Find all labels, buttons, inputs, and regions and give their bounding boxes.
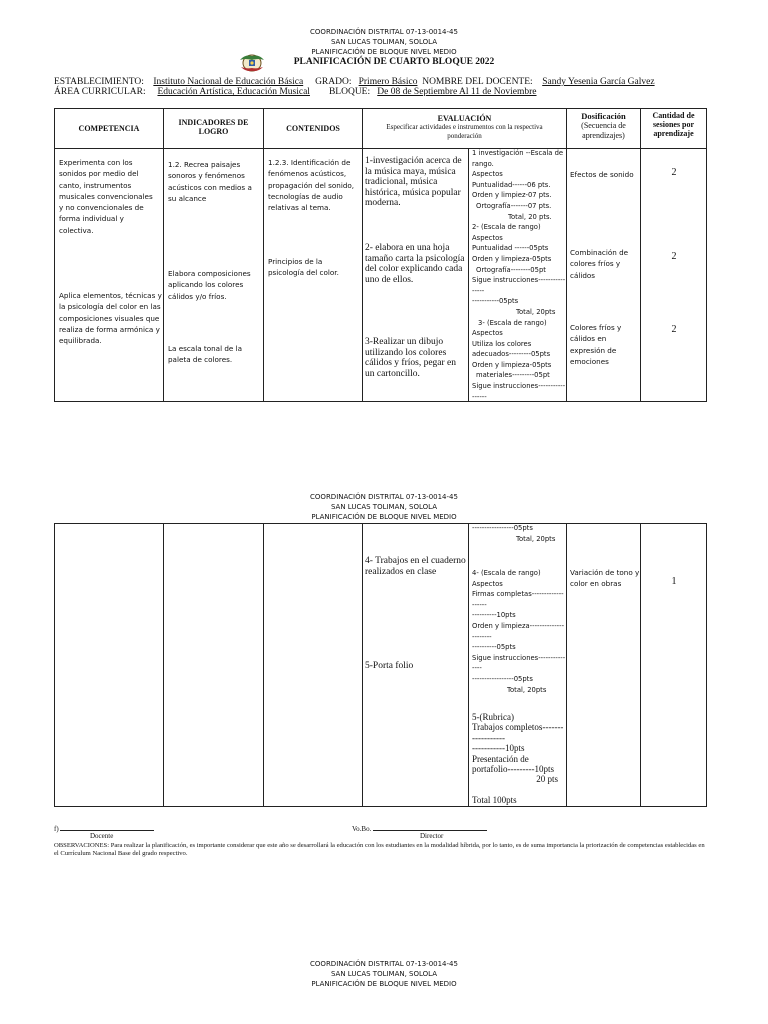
instrumento-line: Orden y limpieza---------------------- [472,621,565,641]
header-coordinacion: COORDINACIÓN DISTRITAL 07-13-0014-45 [310,28,458,36]
instrumento-line: Aspectos [472,233,503,242]
instrumento-line: 2- (Escala de rango) [472,223,541,232]
instrumento-line: Sigue instrucciones---------------- [472,276,566,295]
actividad-5: 5-Porta folio [365,661,414,671]
info-row-2 [54,87,537,98]
cell-dosificacion [567,524,641,807]
director-caption: Director [420,832,444,840]
instrumento-line: Ortografía-------07 pts. [476,201,552,210]
header-indicadores: INDICADORES DE LOGRO [164,109,264,149]
header-planificacion: PLANIFICACIÓN DE BLOQUE NIVEL MEDIO [311,48,457,56]
instrumento-line: Orden y limpieza-05pts [472,360,552,369]
instrumento-line: -----------------05pts [472,524,533,532]
page2-header [0,492,768,522]
cell-indicadores [164,149,264,402]
dosificacion-3: Colores fríos y cálidos en expresión de emociones [570,323,622,366]
cell-dosificacion [567,149,641,402]
table-body-row [55,524,707,807]
header-dosificacion-sub: (Secuencia de aprendizajes) [581,121,626,140]
instrumento-line: Orden y limpieza-05pts [472,254,552,263]
sesiones-1: 2 [671,167,677,178]
page1-header [0,27,768,67]
establecimiento-value: Instituto Nacional de Educación Básica [153,77,304,87]
sesiones-4: 1 [671,576,677,587]
instrumento-line: Puntualidad ------05pts [472,244,549,253]
cell-indicadores [164,524,264,807]
header-municipio: SAN LUCAS TOLIMAN, SOLOLA [330,970,438,978]
indicador-3: La escala tonal de la paleta de colores. [168,344,243,365]
instrumento-line: Aspectos [472,329,503,338]
dosificacion-1: Efectos de sonido [570,170,634,179]
area-label: ÁREA CURRICULAR: [54,87,146,97]
instrumento-line: Firmas completas------------------- [472,590,564,609]
bloque-value: De 08 de Septiembre Al 11 de Noviembre [377,87,537,97]
cell-competencia [55,149,164,402]
instrumentos-list [472,568,566,695]
instrumento-line: Sigue instrucciones--------------- [472,653,566,673]
instrumento-line: 1 investigación --Escala de rango. [472,149,564,168]
coat-of-arms-icon [238,52,266,74]
signature-line [60,824,154,831]
planning-table-page2 [54,523,707,807]
competencia-2: Aplica elementos, técnicas y la psicología del color en las composiciones visuales que realiza de forma armónica y equilibrada. [59,291,162,346]
cell-sesiones [641,149,707,402]
cell-contenidos [264,149,363,402]
instrumentos-list [472,149,566,402]
instrumento-line: Aspectos [472,579,503,588]
header-municipio: SAN LUCAS TOLIMAN, SOLOLA [330,38,438,46]
page-title: PLANIFICACIÓN DE CUARTO BLOQUE 2022 [293,57,495,67]
signature-docente: f) Docente [54,824,154,833]
instrumento-line: ----------05pts [472,643,516,652]
planning-table-page1 [54,108,707,402]
instrumento-line: 4- (Escala de rango) [472,569,541,577]
contenido-1: 1.2.3. Identificación de fenómenos acústicos, propagación del sonido, tecnologías de audio relativas al tema. [268,158,355,213]
instrumento-line: Puntualidad------06 pts. [472,180,551,189]
instrumento-line: -----------------05pts [472,674,533,683]
header-coordinacion: COORDINACIÓN DISTRITAL 07-13-0014-45 [310,493,458,501]
cell-competencia [55,524,164,807]
docente-value: Sandy Yesenia García Galvez [542,77,655,87]
instrumento-line: Total, 20pts [516,534,556,543]
cell-actividades [363,524,469,807]
rubrica-list [472,712,564,785]
instrumento-line: Total, 20pts [516,307,556,316]
dosificacion-2: Combinación de colores fríos y cálidos [570,248,629,280]
instrumento-line: 3- (Escala de rango) [478,318,547,327]
cell-sesiones [641,524,707,807]
competencia-1: Experimenta con los sonidos por medio del canto, instrumentos musicales convencionales y no convencionales de forma individual y colectiva. [59,158,153,235]
header-coordinacion: COORDINACIÓN DISTRITAL 07-13-0014-45 [310,960,458,968]
dosificacion-4: Variación de tono y color en obras [570,568,640,589]
actividad-2: 2- elabora en una hoja tamaño carta la psicología del color explicando cada uno de ellos. [365,243,465,285]
header-planificacion: PLANIFICACIÓN DE BLOQUE NIVEL MEDIO [311,980,457,988]
total-points: Total 100pts [472,795,517,805]
establecimiento-label: ESTABLECIMIENTO: [54,77,144,87]
cell-actividades [363,149,469,402]
header-evaluacion: EVALUACIÓN Especificar actividades e instrumentos con la respectiva ponderación [363,109,567,149]
indicador-2: Elabora composiciones aplicando los colores cálidos y/o fríos. [168,269,251,301]
contenido-2: Principios de la psicología del color. [268,257,339,278]
grado-value: Primero Básico [358,77,418,87]
rubrica-line: Trabajos completos------------------ [472,722,564,743]
header-municipio: SAN LUCAS TOLIMAN, SOLOLA [330,503,438,511]
signature-line [373,824,487,831]
page3-header [0,959,768,989]
instrumento-line: Total, 20 pts. [508,212,552,221]
table-body-row [55,149,707,402]
actividad-1: 1-investigación acerca de la música maya, música tradicional, música histórica, música popular moderna. [365,156,462,208]
header-planificacion: PLANIFICACIÓN DE BLOQUE NIVEL MEDIO [311,513,457,521]
instrumento-line: ----------10pts [472,611,516,620]
instrumento-line: Sigue instrucciones----------------- [472,382,566,401]
rubrica-line: -----------10pts [472,743,525,754]
table-header-row [55,109,707,149]
rubrica-line: 20 pts [536,774,558,785]
docente-label: NOMBRE DEL DOCENTE: [422,77,533,87]
rubrica-line: 5-(Rubrica) [472,712,514,722]
sesiones-2: 2 [671,251,677,262]
docente-caption: Docente [90,832,114,840]
cell-instrumentos [469,524,567,807]
instrumento-line: Aspectos [472,170,503,179]
actividad-4: 4- Trabajos en el cuaderno realizados en clase [365,556,466,577]
instrumento-line: Ortografía--------05pt [476,265,546,274]
header-contenidos: CONTENIDOS [264,109,363,149]
sesiones-3: 2 [671,324,677,335]
instrumento-line: Orden y limpiez-07 pts. [472,191,552,200]
instrumento-line: -----------05pts [472,297,519,306]
header-cantidad: Cantidad de sesiones por aprendizaje [641,109,707,149]
header-competencia: COMPETENCIA [55,109,164,149]
observaciones: OBSERVACIONES: Para realizar la planificación, es importante considerar que este año se desarrollará la educación con los estudiantes en la modalidad híbrida, por lo tanto, es de suma importancia la priorización de competencias establecidas en el Currículum Nacional Base del grado respectivo. [54,842,705,857]
area-value: Educación Artística, Educación Musical [157,87,310,97]
instrumento-line: materiales---------05pt [476,371,550,380]
header-dosificacion: Dosificación (Secuencia de aprendizajes) [567,109,641,149]
instrumento-line: Total, 20pts [507,685,547,694]
actividad-3: 3-Realizar un dibujo utilizando los colores cálidos y fríos, pegar en un cartoncillo. [365,337,457,379]
instrumento-line: Utiliza los colores adecuados---------05pts [472,339,551,359]
header-evaluacion-sub: Especificar actividades e instrumentos con la respectiva ponderación [386,123,543,140]
rubrica-line: Presentación de portafolio---------10pts [472,753,554,775]
indicador-1: 1.2. Recrea paisajes sonoros y fenómenos acústicos con medios a su alcance [168,160,252,203]
signature-director: Vo.Bo. Director [352,824,487,833]
cell-contenidos [264,524,363,807]
grado-label: GRADO: [315,77,352,87]
cell-instrumentos [469,149,567,402]
bloque-label: BLOQUE: [328,87,371,97]
instrumentos-top [472,524,566,545]
